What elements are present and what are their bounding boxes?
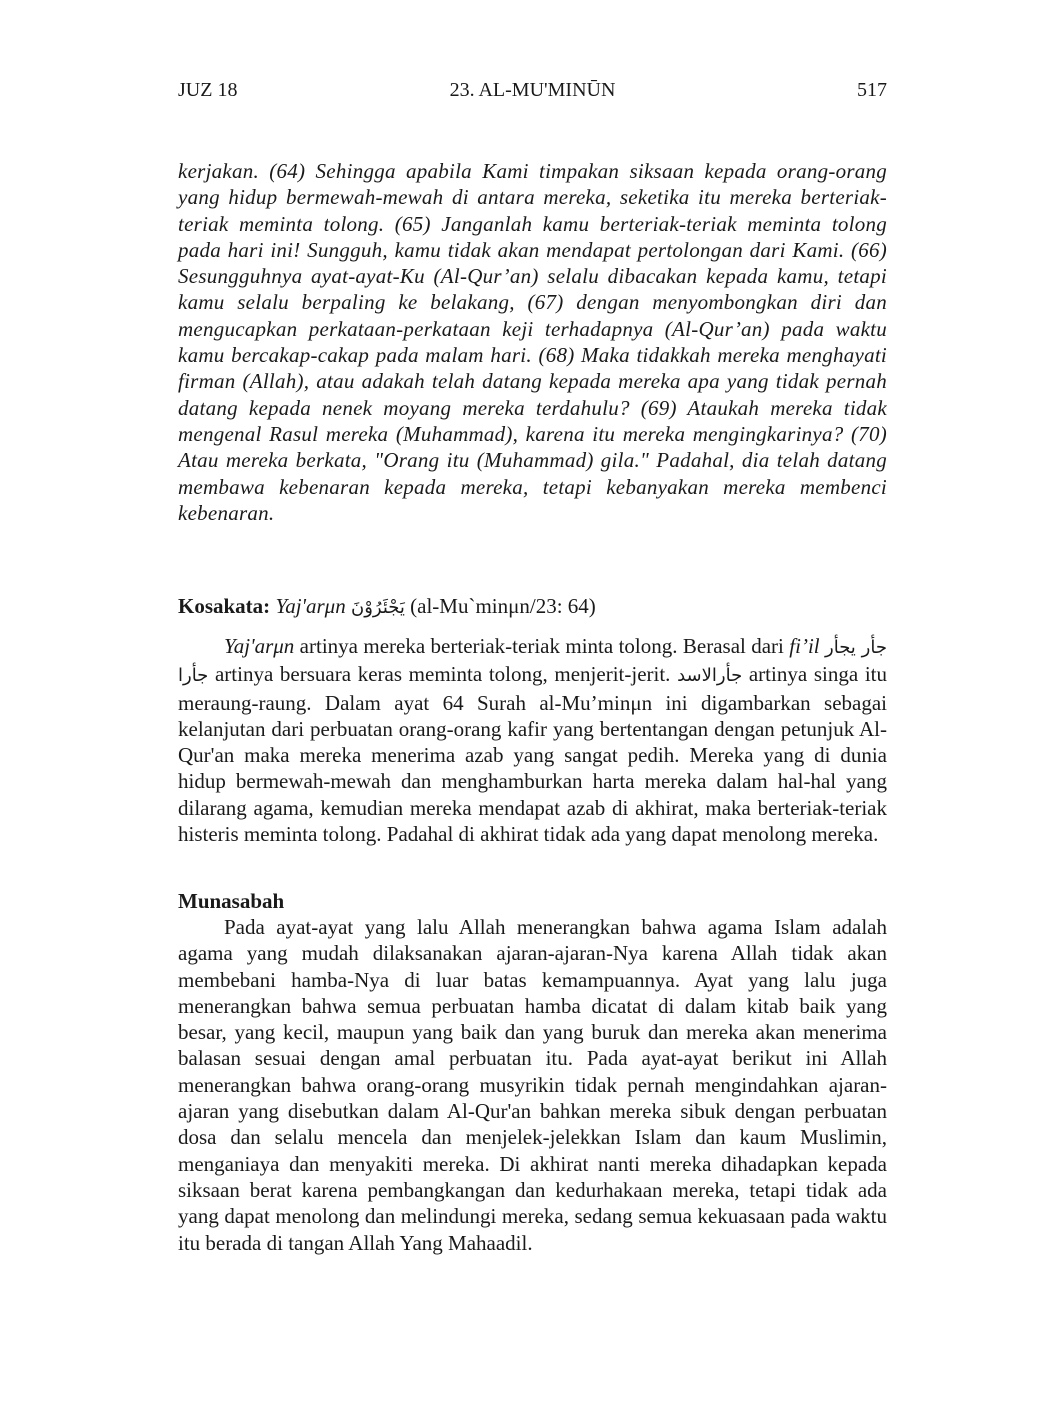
kosakata-text-2: artinya bersuara keras meminta tolong, menjerit-jerit.	[208, 662, 678, 687]
munasabah-text: Pada ayat-ayat yang lalu Allah menerangkan bahwa agama Islam adalah agama yang mudah dilaksanakan ajaran-ajaran-Nya karena Allah tidak akan membebani hamba-Nya di luar batas kemampuannya. Ayat yang lalu juga menerangkan bahwa semua perbuatan hamba dicatat di dalam kitab baik yang besar, yang kecil, maupun yang baik dan yang buruk dan mereka akan menerima balasan sesuai dengan amal perbuatan itu. Pada ayat-ayat berikut ini Allah menerangkan bahwa orang-orang musyrikin tidak pernah mengindahkan ajaran-ajaran yang disebutkan dalam Al-Qur'an bahkan mereka sibuk dengan perbuatan dosa dan selalu mencela dan menjelek-jelekkan Islam dan kaum Muslimin, menganiaya dan menyakiti mereka. Di akhirat nanti mereka dihadapkan kepada siksaan berat karena pembangkangan dan kedurhakaan mereka, tetapi tidak ada yang dapat menolong dan melindungi mereka, sedang semua kekuasaan pada waktu itu berada di tangan Allah Yang Mahaadil.	[178, 915, 887, 1255]
juz-label: JUZ 18	[178, 79, 238, 101]
munasabah-paragraph	[178, 914, 887, 1256]
kosakata-text-3: artinya singa itu meraung-raung. Dalam ayat 64 Surah al-Mu’minμn ini digambarkan sebagai kelanjutan dari perbuatan orang-orang kafir yang bertentangan dengan petunjuk Al-Qur'an maka mereka menerima azab yang sangat pedih. Mereka yang di dunia hidup bermewah-mewah dan menghamburkan harta mereka dalam hal-hal yang dilarang agama, kemudian mereka mendapat azab di akhirat, maka berteriak-teriak histeris meminta tolong. Padahal di akhirat tidak ada yang dapat menolong mereka.	[178, 662, 887, 847]
kosakata-heading	[178, 592, 887, 622]
kosakata-reference: (al-Mu`minμn/23: 64)	[410, 594, 596, 618]
kosakata-term: Yaj'arμn	[275, 594, 346, 618]
running-header	[178, 76, 887, 104]
kosakata-text-1: artinya mereka berteriak-teriak minta tolong. Berasal dari	[294, 634, 790, 658]
kosakata-paragraph	[178, 633, 887, 847]
kosakata-arabic-phrase: جأرالاسد	[677, 665, 743, 687]
kosakata-arabic-term: يَجْئَرُوْنَ	[350, 597, 405, 618]
surah-title: 23. AL-MU'MINŪN	[449, 79, 616, 101]
verse-translation: kerjakan. (64) Sehingga apabila Kami timpakan siksaan kepada orang-orang yang hidup bermewah-mewah di antara mereka, seketika itu mereka berteriak-teriak meminta tolong. (65) Janganlah kamu berteriak-teriak meminta tolong pada hari ini! Sungguh, kamu tidak akan mendapat pertolongan dari Kami. (66) Sesungguhnya ayat-ayat-Ku (Al-Qur’an) selalu dibacakan kepada kamu, tetapi kamu selalu berpaling ke belakang, (67) dengan menyombongkan diri dan mengucapkan perkataan-perkataan keji terhadapnya (Al-Qur’an) pada waktu kamu bercakap-cakap pada malam hari. (68) Maka tidakkah mereka menghayati firman (Allah), atau adakah telah datang kepada mereka apa yang tidak pernah datang kepada nenek moyang mereka terdahulu? (69) Ataukah mereka tidak mengenal Rasul mereka (Muhammad), karena itu mereka mengingkarinya? (70) Atau mereka berkata, "Orang itu (Muhammad) gila." Padahal, dia telah datang membawa kebenaran kepada mereka, tetapi kebanyakan mereka membenci kebenaran.	[178, 159, 887, 525]
kosakata-label: Kosakata:	[178, 594, 271, 618]
page-number: 517	[857, 79, 887, 101]
kosakata-fiil: fi’il	[789, 634, 820, 658]
kosakata-arabic-verb: جأر يجأر جأرا	[178, 637, 887, 687]
munasabah-heading: Munasabah	[178, 889, 285, 913]
kosakata-body-term: Yaj'arμn	[224, 634, 295, 658]
